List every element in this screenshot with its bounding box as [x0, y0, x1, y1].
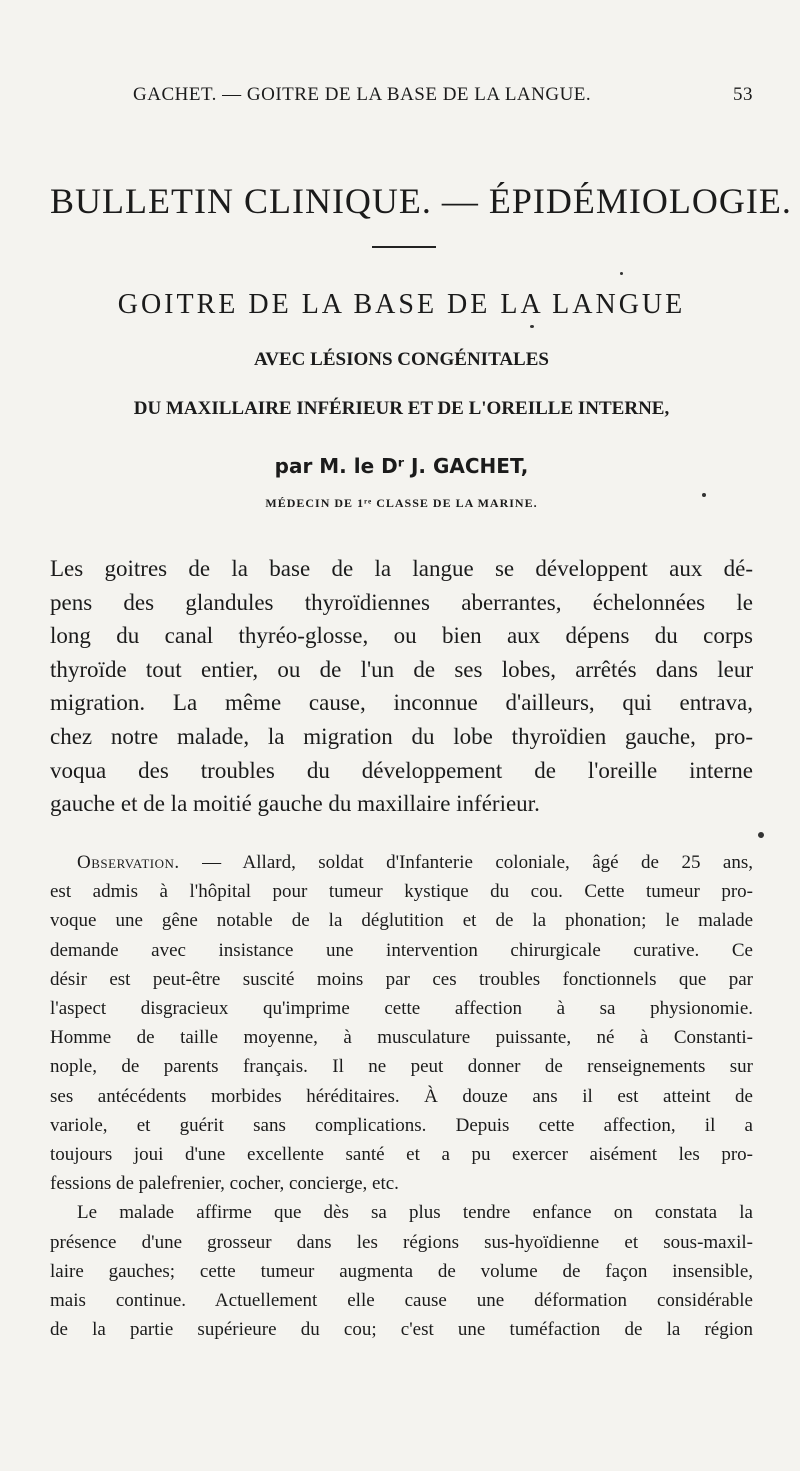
observation-line: demande avec insistance une intervention chirurgicale curative. Ce [50, 939, 753, 961]
observation-section [50, 848, 753, 1344]
observation-first-line [50, 848, 753, 877]
intro-line: migration. La même cause, inconnue d'ailleurs, qui entrava, [50, 690, 753, 716]
intro-line: thyroïde tout entier, ou de l'un de ses lobes, arrêtés dans leur [50, 656, 753, 682]
section-title: BULLETIN CLINIQUE. — ÉPIDÉMIOLOGIE. [50, 181, 792, 221]
intro-line: chez notre malade, la migration du lobe thyroïdien gauche, pro- [50, 723, 753, 749]
article-subtitle-2: DU MAXILLAIRE INFÉRIEUR ET DE L'OREILLE INTERNE, [133, 398, 670, 419]
author-line: par M. le Dʳ J. GACHET, [274, 454, 529, 478]
article-subtitle-1: AVEC LÉSIONS CONGÉNITALES [254, 349, 549, 370]
observation-line: laire gauches; cette tumeur augmenta de volume de façon insensible, [50, 1260, 753, 1282]
observation-label: Observation. [77, 852, 180, 873]
intro-line: gauche et de la moitié gauche du maxillaire inférieur. [50, 791, 540, 817]
observation-line: ses antécédents morbides héréditaires. À douze ans il est atteint de [50, 1085, 753, 1107]
observation-line: toujours joui d'une excellente santé et a pu exercer aisément les pro- [50, 1144, 753, 1166]
title-divider [372, 246, 436, 248]
observation-line: de la partie supérieure du cou; c'est une tuméfaction de la région [50, 1319, 753, 1341]
intro-paragraph [50, 552, 753, 821]
observation-line: fessions de palefrenier, cocher, concierge, etc. [50, 1173, 399, 1195]
article-title: GOITRE DE LA BASE DE LA LANGUE [117, 289, 686, 320]
observation-line: présence d'une grosseur dans les régions sus-hyoïdienne et sous-maxil- [50, 1231, 753, 1253]
paper-speck [758, 832, 764, 838]
page-number: 53 [733, 84, 753, 105]
observation-line: désir est peut-être suscité moins par ces troubles fonctionnels que par [50, 968, 753, 990]
observation-first-line-text: — Allard, soldat d'Infanterie coloniale, âgé de 25 ans, [179, 852, 753, 873]
observation-line: est admis à l'hôpital pour tumeur kystique du cou. Cette tumeur pro- [50, 881, 753, 903]
observation-line: voque une gêne notable de la déglutition et de la phonation; le malade [50, 910, 753, 932]
intro-line: pens des glandules thyroïdiennes aberrantes, échelonnées le [50, 589, 753, 615]
intro-line: Les goitres de la base de la langue se développent aux dé- [50, 556, 753, 581]
observation-line: l'aspect disgracieux qu'imprime cette affection à sa physionomie. [50, 998, 753, 1020]
running-title: GACHET. — GOITRE DE LA BASE DE LA LANGUE. [133, 84, 592, 105]
paper-speck [702, 493, 706, 497]
author-affiliation: MÉDECIN DE 1ʳᵉ CLASSE DE LA MARINE. [265, 496, 538, 510]
observation-line: Homme de taille moyenne, à musculature puissante, né à Constanti- [50, 1027, 753, 1049]
observation-line: variole, et guérit sans complications. Depuis cette affection, il a [50, 1114, 753, 1136]
paper-speck [620, 272, 623, 275]
observation-line: Le malade affirme que dès sa plus tendre enfance on constata la [77, 1202, 753, 1224]
observation-line: mais continue. Actuellement elle cause une déformation considérable [50, 1290, 753, 1312]
intro-line: voqua des troubles du développement de l'oreille interne [50, 757, 753, 783]
intro-line: long du canal thyréo-glosse, ou bien aux dépens du corps [50, 623, 753, 649]
observation-line: nople, de parents français. Il ne peut donner de renseignements sur [50, 1056, 753, 1078]
paper-speck [530, 325, 534, 328]
